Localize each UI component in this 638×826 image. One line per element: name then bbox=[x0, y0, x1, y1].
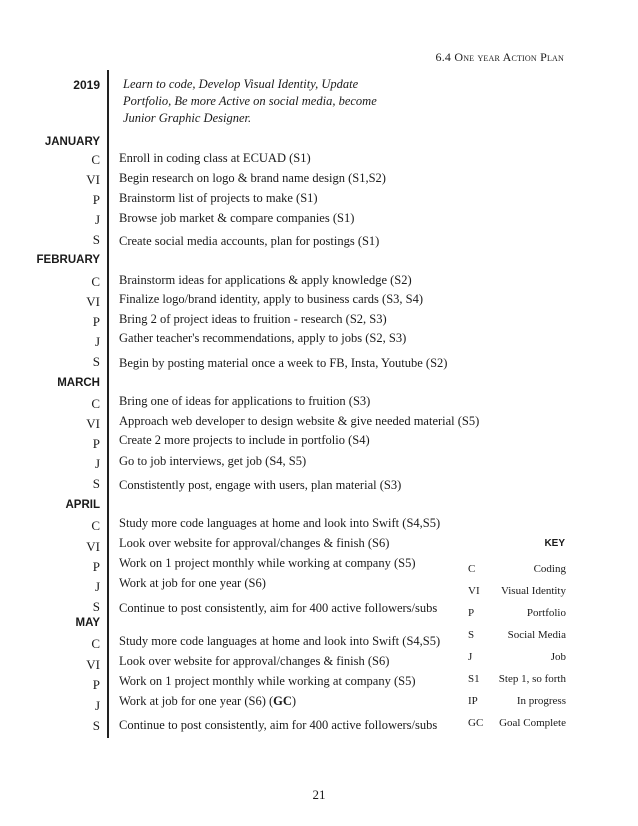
task-code: VI bbox=[86, 172, 100, 187]
task-text bbox=[119, 694, 459, 709]
task-code: C bbox=[91, 152, 100, 167]
key-code: S bbox=[468, 629, 475, 641]
task-code: C bbox=[91, 518, 100, 533]
task-code: S bbox=[92, 476, 100, 491]
month-january: JANUARY bbox=[44, 136, 100, 148]
task-text: Continue to post consistently, aim for 400 active followers/subs bbox=[119, 601, 438, 615]
task-text: Study more code languages at home and look into Swift (S4,S5) bbox=[119, 516, 441, 530]
task-text: Bring 2 of project ideas to fruition - research (S2, S3) bbox=[119, 312, 387, 326]
task-text: Enroll in coding class at ECUAD (S1) bbox=[119, 151, 311, 165]
task-text: Brainstorm list of projects to make (S1) bbox=[119, 191, 318, 205]
key-code: C bbox=[468, 563, 476, 575]
key-meaning: Goal Complete bbox=[499, 717, 566, 729]
task-code: C bbox=[91, 396, 100, 411]
key-meaning: Social Media bbox=[507, 629, 566, 641]
task-code: C bbox=[91, 636, 100, 651]
task-text: Constistently post, engage with users, plan material (S3) bbox=[119, 478, 402, 492]
year-goals: Learn to code, Develop Visual Identity, Update Portfolio, Be more Active on social media, become Junior Graphic Designer. bbox=[123, 77, 377, 125]
task-code: C bbox=[91, 274, 100, 289]
task-code: J bbox=[94, 456, 100, 471]
key-meaning: Step 1, so forth bbox=[498, 673, 566, 685]
task-text: Create 2 more projects to include in portfolio (S4) bbox=[119, 433, 370, 447]
key-title: KEY bbox=[544, 538, 565, 549]
task-code: P bbox=[92, 436, 100, 451]
key-code: VI bbox=[468, 585, 480, 597]
key-meaning: In progress bbox=[516, 695, 566, 707]
task-code: J bbox=[94, 212, 100, 227]
key-meaning: Visual Identity bbox=[500, 585, 566, 597]
task-code: S bbox=[92, 354, 100, 369]
task-text: Begin research on logo & brand name design (S1,S2) bbox=[119, 171, 386, 185]
task-text: Look over website for approval/changes & finish (S6) bbox=[119, 654, 390, 668]
task-text: Look over website for approval/changes & finish (S6) bbox=[119, 536, 390, 550]
key-code: P bbox=[468, 607, 475, 619]
section-title: One year Action Plan bbox=[454, 50, 564, 64]
task-code: VI bbox=[86, 294, 100, 309]
task-code: S bbox=[92, 232, 100, 247]
year-label: 2019 bbox=[73, 78, 100, 92]
key-code: GC bbox=[468, 717, 484, 729]
task-text: Continue to post consistently, aim for 400 active followers/subs bbox=[119, 718, 438, 732]
task-text-suffix: ) bbox=[291, 694, 297, 708]
task-text: Work on 1 project monthly while working at company (S5) bbox=[119, 556, 416, 570]
key-meaning: Portfolio bbox=[526, 607, 566, 619]
task-code: VI bbox=[86, 416, 100, 431]
task-code: P bbox=[92, 559, 100, 574]
task-code: S bbox=[92, 599, 100, 614]
month-april: APRIL bbox=[65, 499, 100, 511]
key-meaning: Coding bbox=[533, 563, 566, 575]
task-text: Brainstorm ideas for applications & apply knowledge (S2) bbox=[119, 273, 412, 287]
task-text: Gather teacher's recommendations, apply to jobs (S2, S3) bbox=[119, 331, 407, 345]
key-meaning: Job bbox=[550, 651, 566, 663]
page-header bbox=[436, 50, 564, 65]
task-code: VI bbox=[86, 657, 100, 672]
task-code: J bbox=[94, 579, 100, 594]
task-code: J bbox=[94, 334, 100, 349]
task-code: P bbox=[92, 677, 100, 692]
task-text: Work on 1 project monthly while working at company (S5) bbox=[119, 674, 416, 688]
task-text: Approach web developer to design website & give needed material (S5) bbox=[119, 414, 480, 428]
key-code: S1 bbox=[468, 673, 480, 685]
task-code: S bbox=[92, 718, 100, 733]
section-number: 6.4 bbox=[435, 50, 452, 64]
key-code: IP bbox=[468, 695, 478, 707]
task-code: P bbox=[92, 314, 100, 329]
timeline-divider bbox=[107, 70, 109, 738]
task-code: J bbox=[94, 698, 100, 713]
task-code: VI bbox=[86, 539, 100, 554]
month-february: FEBRUARY bbox=[36, 254, 100, 266]
task-text: Begin by posting material once a week to FB, Insta, Youtube (S2) bbox=[119, 356, 448, 370]
task-text-main: Work at job for one year (S6) ( bbox=[119, 694, 274, 708]
key-code: J bbox=[468, 651, 473, 663]
month-march: MARCH bbox=[57, 377, 100, 389]
task-text: Finalize logo/brand identity, apply to business cards (S3, S4) bbox=[119, 292, 424, 306]
task-text: Create social media accounts, plan for postings (S1) bbox=[119, 234, 380, 248]
task-text: Bring one of ideas for applications to fruition (S3) bbox=[119, 394, 371, 408]
task-text: Study more code languages at home and look into Swift (S4,S5) bbox=[119, 634, 441, 648]
month-may: MAY bbox=[75, 617, 100, 629]
task-code: P bbox=[92, 192, 100, 207]
task-text: Browse job market & compare companies (S1) bbox=[119, 211, 355, 225]
page-number: 21 bbox=[312, 787, 326, 802]
task-text: Go to job interviews, get job (S4, S5) bbox=[119, 454, 307, 468]
goal-complete-mark: GC bbox=[273, 694, 292, 708]
task-text: Work at job for one year (S6) bbox=[119, 576, 266, 590]
